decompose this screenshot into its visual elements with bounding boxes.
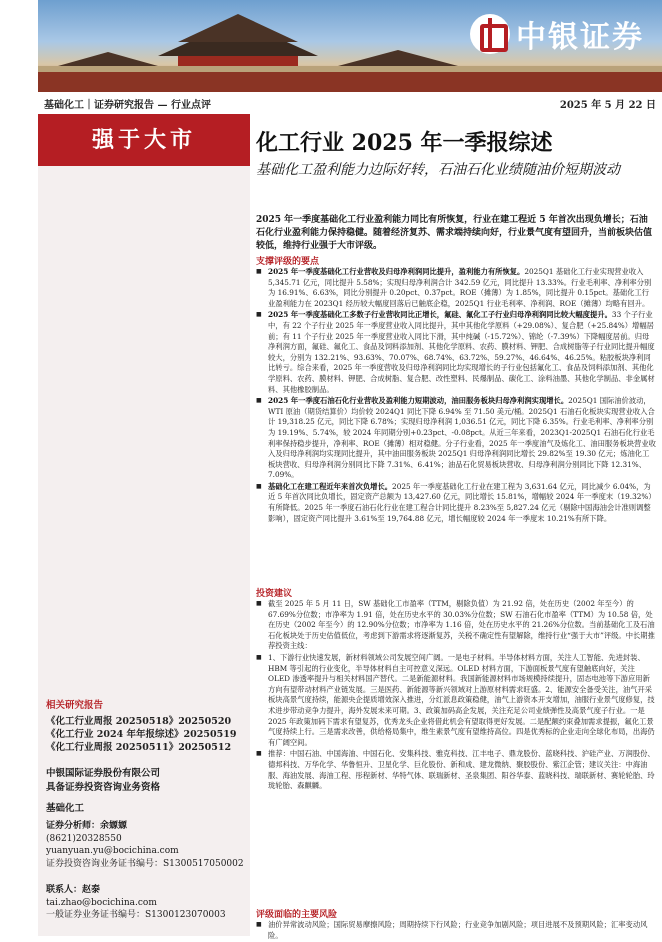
- contact-name: 联系人：赵泰: [46, 885, 101, 895]
- logo-text: 中银证券: [516, 20, 644, 55]
- point-body: 2025Q1 国际油价波动，WTI 原油（期货结算价）均价较 2024Q1 同比下降 6.94% 至 71.50 美元/桶。2025Q1 石油石化板块实现营业收入合计 19,318.25 亿元，同比下降 6.78%；实现归母净利润 1,036.51 亿元，同比下降 6.35%。行业毛利率、净利率分别为 19.19%、5.74%，较 2024 年同期分别+0.23pct、-0.08pct。从近三年来看，2023Q1-2025Q1 石油石化行业毛利率保持稳步提升，净利率、ROE（摊薄）相对稳健。分子行业看，2025 年一季度油气及炼化工、油田服务板块营业收入及归母净利润均实现同比提升，其中油田服务板块 2025Q1 归母净利润同比增长 29.82%至 19.30 亿元；炼油化工板块营收、归母净利润分别同比下降 7.31%、6.41%；油品石化贸易板块营收、归母净利润分别同比下降 12.31%、7.09%。: [268, 396, 656, 480]
- sector-label: 基础化工: [46, 803, 85, 814]
- analyst-info: [46, 820, 251, 870]
- section-heading-risk: 评级面临的主要风险: [256, 910, 338, 920]
- report-summary: 2025 年一季度基础化工行业盈利能力同比有所恢复，行业在建工程近 5 年首次出现负增长；石油石化行业盈利能力保持稳健。随着经济复苏、需求端持续向好，行业景气度有望回升，当前板块估值较低，维持行业强于大市评级。: [256, 215, 653, 251]
- analyst-phone: (8621)20328550: [46, 833, 122, 844]
- related-report-item[interactable]: 《化工行业周报 20250518》20250520: [46, 716, 232, 727]
- invest-item: [256, 599, 656, 652]
- point-lead: 2025 年一季度基础化工多数子行业营收同比正增长，氟硅、氟化工子行业归母净利润同比较大幅度提升。: [268, 310, 612, 320]
- point-item: [256, 267, 656, 309]
- report-category: 基础化工｜证券研究报告 — 行业点评: [44, 100, 211, 111]
- report-subtitle: 基础化工盈利能力边际好转，石油石化业绩随油价短期波动: [256, 162, 620, 178]
- analyst-name: 证券分析师：余嫄嫄: [46, 821, 128, 831]
- risk-item: ■ 油价异常波动风险；国际贸易摩擦风险；周期持续下行风险；行业竞争加剧风险；项目进展不及预期风险；汇率变动风险。: [256, 920, 656, 941]
- point-body: 33 个子行业中，有 22 个子行业 2025 年一季度营业收入同比提升，其中其他化学原料（+29.08%）、复合肥（+25.84%）增幅居前；有 11 个子行业 2025 年一季度营业收入同比下滑，其中纯碱（-15.72%）、锦纶（-7.39%）下降幅度居前。归母净利润方面，氟硅、氟化工、食品及饲料添加剂、其他化学原料、农药、膜材料、钾肥、合成树脂等子行业同比提升幅度较大，分别为 132.21%、93.63%、70.07%、68.74%、63.72%、59.27%、46.64%、46.25%。粘胶板块净利同比转亏。综合来看，2025 年一季度营收及归母净利润同比均实现增长的子行业包括氟化工、食品及饲料添加剂、其他化学原料、农药、膜材料、钾肥、合成树脂、复合肥、改性塑料、民爆制品、碳化工、涂料油墨、其他化学制品、非金属材料、其他橡胶制品。: [268, 310, 655, 394]
- invest-item: [256, 749, 656, 791]
- invest-item: [256, 653, 656, 748]
- section-heading-invest: 投资建议: [256, 589, 293, 599]
- rating-badge: 强于大市: [38, 114, 250, 166]
- company-name: 中银国际证券股份有限公司: [46, 768, 161, 779]
- related-report-item[interactable]: 《化工行业周报 20250511》20250512: [46, 742, 232, 753]
- company-qualification: 具备证券投资咨询业务资格: [46, 782, 161, 793]
- analyst-email[interactable]: yuanyuan.yu@bocichina.com: [46, 846, 179, 856]
- sidebar: [38, 114, 250, 936]
- point-body: 2025Q1 基础化工行业实现营业收入 5,345.71 亿元，同比提升 5.58%；实现归母净利润合计 342.59 亿元，同比提升 13.33%。行业毛利率、净利率分别为 16.91%、6.63%，同比分别提升 0.20pct、0.37pct。ROE（摊薄）为 1.85%，同比提升 0.15pct。基础化工行业盈利能力在 2023Q1 经历较大幅度回落后已触底企稳，2025Q1 行业毛利率、净利润、ROE（摊薄）均略有回升。: [268, 267, 652, 308]
- related-report-item[interactable]: 《化工行业 2024 年年报综述》20250519: [46, 729, 237, 740]
- point-item: [256, 482, 656, 524]
- analyst-cert: 证券投资咨询业务证书编号：S1300517050002: [46, 858, 244, 869]
- section-heading-points: 支撑评级的要点: [256, 257, 320, 267]
- related-heading: 相关研究报告: [46, 700, 104, 711]
- risk-list: [256, 920, 656, 942]
- company-logo: [470, 12, 644, 56]
- company-info: [46, 767, 246, 795]
- contact-info: [46, 884, 251, 922]
- points-list: [256, 267, 656, 525]
- header-banner: [38, 0, 662, 92]
- invest-body: 1、下游行业快速发展，新材料领域公司发展空间广阔。一是电子材料。半导体材料方面，关注人工智能、先进封装、HBM 等引起的行业变化，半导体材料自主可控意义深远。OLED 材料方面，下游面板景气度有望触底向好，关注 OLED 渗透率提升与相关材料国产替代。二是新能源材料。我国新能源材料市场规模持续提升，固态电池等下游应用新方向有望带动材料产业链发展。三是医药、新能源等新兴领域对上游原材料需求旺盛。2、能源安全备受关注，油气开采板块高景气度持续，能源央企提质增效深入推进，分红派息政策稳健，油气上游资本开支增加，油服行业景气度修复，技术进步带动竞争力提升，海外发展未来可期。3、政策加码高企发展，关注充足公司业绩弹性及高景气度子行业。一是 2025 年政策加码下需求有望复苏，优秀龙头企业将借此机会有望取得更好发展。二是配额约束叠加需求提振，氟化工景气度持续上行。三是需求改善，供给格局集中，维生素景气度有望维持高位。四是优秀标的企业走向全球化布局，出海仍有广阔空间。: [268, 652, 655, 747]
- invest-body: 截至 2025 年 5 月 11 日，SW 基础化工市盈率（TTM，剔除负值）为 21.92 倍，处在历史（2002 年至今）的 67.69%分位数；市净率为 1.91 倍，处在历史水平的 30.03%分位数；SW 石油石化市盈率（TTM）为 10.58 倍，处在历史（2002 年至今）的 12.90%分位数；市净率为 1.16 倍，处在历史水平的 21.26%分位数。当前基础化工及石油石化板块处于历史估值低位，考虑到下游需求将逐渐复苏，关税不确定性有望解除，维持行业“强于大市”评级。中长期推荐投资主线：: [268, 599, 655, 651]
- contact-email[interactable]: tai.zhao@bocichina.com: [46, 897, 157, 908]
- invest-body: 推荐：中国石油、中国海油、中国石化、安集科技、雅克科技、江丰电子、鼎龙股份、蓝晓科技、沪硅产业、万润股份、德邦科技、万华化学、华鲁恒升、卫星化学、巨化股份、新和成、建龙微纳、聚胶股份、紫江企管；建议关注：中海油服、海油发展、海油工程、彤程新材、华特气体、联瑞新材、圣泉集团、阳谷华泰、蓝晓科技、瑞联新材、赛轮轮胎、玲珑轮胎、森麒麟。: [268, 749, 655, 791]
- point-lead: 2025 年一季度基础化工行业营收及归母净利润同比提升，盈利能力有所恢复。: [268, 267, 525, 276]
- bank-logo-icon: [470, 14, 510, 54]
- report-date: 2025 年 5 月 22 日: [559, 100, 656, 111]
- related-reports: [46, 699, 246, 754]
- point-lead: 基础化工在建工程近年来首次负增长。: [268, 481, 393, 491]
- contact-cert: 一般证券业务证书编号：S1300123070003: [46, 910, 226, 920]
- point-lead: 2025 年一季度石油石化行业营收及盈利能力短期波动，油田服务板块归母净利润实现增长。: [268, 396, 569, 406]
- point-body: 2025 年一季度基础化工行业在建工程为 3,631.64 亿元，同比减少 6.04%，为近 5 年首次同比负增长，固定资产总额为 13,427.60 亿元，同比增长 15.81%，增幅较 2024 年一季度末（19.32%）有所降低。2025 年一季度石油石化行业在建工程合计同比提升 8.23%至 5,827.24 亿元（剔除中国海油会计准则调整影响），固定资产同比提升 3.61%至 19,764.88 亿元，增长幅度较 2024 年一季度末 10.21%有所下降。: [268, 481, 656, 523]
- point-item: [256, 310, 656, 395]
- report-title: 化工行业 2025 年一季报综述: [256, 130, 553, 156]
- point-item: [256, 396, 656, 481]
- report-meta-bar: [38, 94, 662, 110]
- invest-list: [256, 599, 656, 793]
